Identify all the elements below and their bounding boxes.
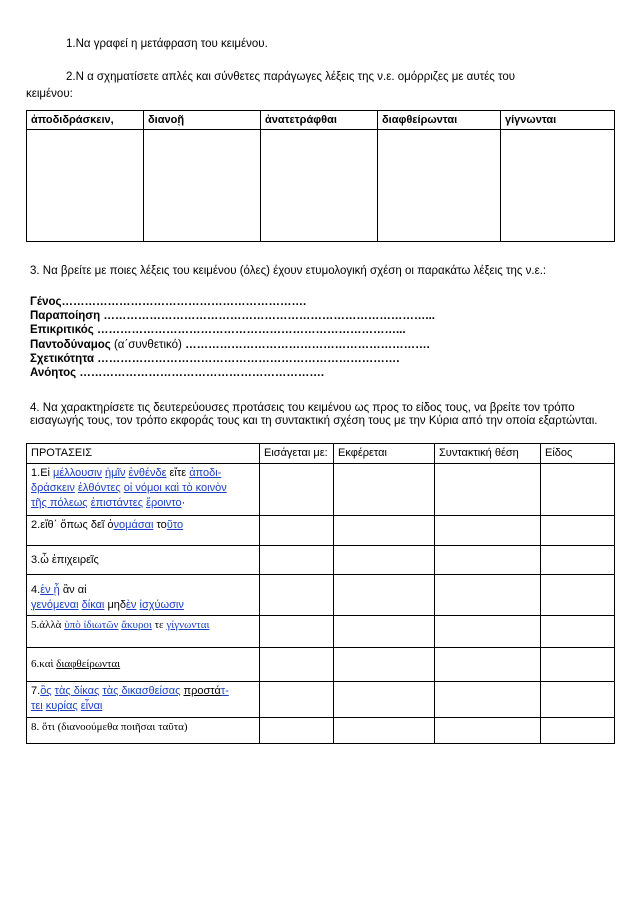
- header-diaftheirontai: διαφθείρωνται: [378, 111, 501, 130]
- answer-cell[interactable]: [435, 546, 541, 575]
- answer-cell[interactable]: [334, 648, 435, 682]
- answer-dots: ……………………………………………………….: [61, 296, 307, 308]
- header-eidos: Είδος: [541, 444, 615, 464]
- answer-cell[interactable]: [334, 682, 435, 718]
- answer-cell[interactable]: [435, 718, 541, 744]
- clause-row-5: [27, 616, 615, 648]
- etymology-word: Σχετικότητα: [30, 352, 95, 365]
- answer-cell[interactable]: [260, 682, 334, 718]
- answer-cell[interactable]: [435, 575, 541, 616]
- question-3: 3. Να βρείτε με ποιες λέξεις του κειμένου (όλες) έχουν ετυμολογική σχέση οι παρακάτω λέξεις της ν.ε.:: [30, 265, 547, 277]
- etymology-note: (α΄συνθετικό): [110, 338, 186, 351]
- word-derivation-header-row: [27, 111, 615, 130]
- answer-cell[interactable]: [435, 682, 541, 718]
- answer-cell[interactable]: [144, 130, 261, 242]
- clause-row-6: [27, 648, 615, 682]
- answer-dots: ……………………………………………………….: [79, 367, 325, 380]
- etymology-word: Επικριτικός: [30, 324, 94, 337]
- question-4: 4. Να χαρακτηρίσετε τις δευτερεύουσες προτάσεις του κειμένου ως προς το είδος τους, να βρείτε τον τρόπο εισαγωγής τους, τον τρόπο εκφοράς τους και τη συντακτική σχέση τους με την Κύρια από την οποία εξαρτώνται.: [30, 402, 598, 427]
- answer-cell[interactable]: [541, 575, 615, 616]
- answer-cell[interactable]: [260, 718, 334, 744]
- clauses-header-row: [27, 444, 615, 464]
- header-ekferetai: Εκφέρεται: [334, 444, 435, 464]
- clause-row-1: [27, 464, 615, 516]
- answer-dots: …………………………………………………………………….: [97, 352, 400, 365]
- answer-cell[interactable]: [334, 616, 435, 648]
- clause-text: 5.ἀλλὰ ὑπὸ ἰδιωτῶν ἄκυροι τε γίγνωνται: [27, 616, 260, 648]
- etymology-word: Ανόητος: [30, 367, 77, 380]
- header-apodidraskein: ἀποδιδράσκειν,: [27, 111, 144, 130]
- clause-text: 4.ἐν ᾗ ἂν αἱ γενόμεναι δίκαι μηδὲν ἰσχύωσιν: [27, 575, 260, 616]
- question-2-line-1: 2.Ν α σχηματίσετε απλές και σύνθετες παράγωγες λέξεις της ν.ε. ομόρριζες με αυτές του: [66, 71, 516, 83]
- answer-cell[interactable]: [435, 516, 541, 546]
- clause-row-7: [27, 682, 615, 718]
- clause-row-4: [27, 575, 615, 616]
- answer-dots: ……………………………………………………….: [185, 338, 430, 351]
- answer-cell[interactable]: [541, 648, 615, 682]
- answer-cell[interactable]: [260, 464, 334, 516]
- etymology-item: [30, 295, 435, 309]
- header-anatetrafthai: ἀνατετράφθαι: [261, 111, 378, 130]
- clause-row-2: [27, 516, 615, 546]
- answer-cell[interactable]: [260, 546, 334, 575]
- etymology-item: [30, 323, 435, 337]
- answer-cell[interactable]: [501, 130, 615, 242]
- clause-row-8: [27, 718, 615, 744]
- clauses-table: [26, 443, 615, 744]
- answer-cell[interactable]: [541, 616, 615, 648]
- etymology-item: [30, 352, 435, 366]
- answer-dots: …………………………………………………………………………...: [103, 310, 435, 323]
- answer-dots: ……………………………………………………………………...: [96, 324, 406, 337]
- clause-text: 6.καὶ διαφθείρωνται: [27, 648, 260, 682]
- clause-row-3: [27, 546, 615, 575]
- etymology-item: [30, 366, 435, 380]
- answer-cell[interactable]: [435, 616, 541, 648]
- answer-cell[interactable]: [378, 130, 501, 242]
- answer-cell[interactable]: [435, 464, 541, 516]
- clause-text: 1.Εἰ μέλλουσιν ἡμῖν ἐνθένδε εἴτε ἀποδι- δράσκειν ἐλθόντες οἱ νόμοι καὶ τὸ κοινὸν τῆς πόλεως ἐπιστάντες ἔροιντο·: [27, 464, 260, 516]
- answer-cell[interactable]: [541, 516, 615, 546]
- header-eisagetai: Εισάγεται με:: [260, 444, 334, 464]
- answer-cell[interactable]: [435, 648, 541, 682]
- answer-cell[interactable]: [541, 718, 615, 744]
- header-syntaktiki-thesi: Συντακτική θέση: [435, 444, 541, 464]
- clause-text: 2.εἴθ΄ ὅπως δεῖ ὀνομάσαι τοῦτο: [27, 516, 260, 546]
- etymology-word: Παραποίηση: [30, 310, 101, 323]
- answer-cell[interactable]: [260, 516, 334, 546]
- etymology-item: [30, 309, 435, 323]
- etymology-word: Παντοδύναμος: [30, 338, 111, 351]
- answer-cell[interactable]: [334, 464, 435, 516]
- header-dianoi: διανοῇ: [144, 111, 261, 130]
- question-2-line-2: κειμένου:: [26, 88, 73, 100]
- answer-cell[interactable]: [541, 464, 615, 516]
- etymology-item: [30, 338, 435, 352]
- etymology-list: [30, 295, 435, 380]
- word-derivation-answer-row: [27, 130, 615, 242]
- answer-cell[interactable]: [334, 546, 435, 575]
- answer-cell[interactable]: [260, 616, 334, 648]
- answer-cell[interactable]: [260, 648, 334, 682]
- answer-cell[interactable]: [334, 516, 435, 546]
- header-gignontai: γίγνωνται: [501, 111, 615, 130]
- clause-text: 3.ὦ ἐπιχειρεῖς: [27, 546, 260, 575]
- header-protaseis: ΠΡΟΤΑΣΕΙΣ: [27, 444, 260, 464]
- word-derivation-table: [26, 110, 615, 242]
- answer-cell[interactable]: [260, 575, 334, 616]
- answer-cell[interactable]: [541, 682, 615, 718]
- answer-cell[interactable]: [541, 546, 615, 575]
- answer-cell[interactable]: [334, 718, 435, 744]
- answer-cell[interactable]: [334, 575, 435, 616]
- etymology-word: Γένος: [30, 296, 62, 308]
- answer-cell[interactable]: [261, 130, 378, 242]
- question-1: 1.Να γραφεί η μετάφραση του κειμένου.: [66, 38, 268, 50]
- clause-text: 7.ὃς τὰς δίκας τὰς δικασθείσας προστάτ- τει κυρίας εἶναι: [27, 682, 260, 718]
- answer-cell[interactable]: [27, 130, 144, 242]
- clause-text: 8. ὅτι (διανοούμεθα ποιῆσαι ταῦτα): [27, 718, 260, 744]
